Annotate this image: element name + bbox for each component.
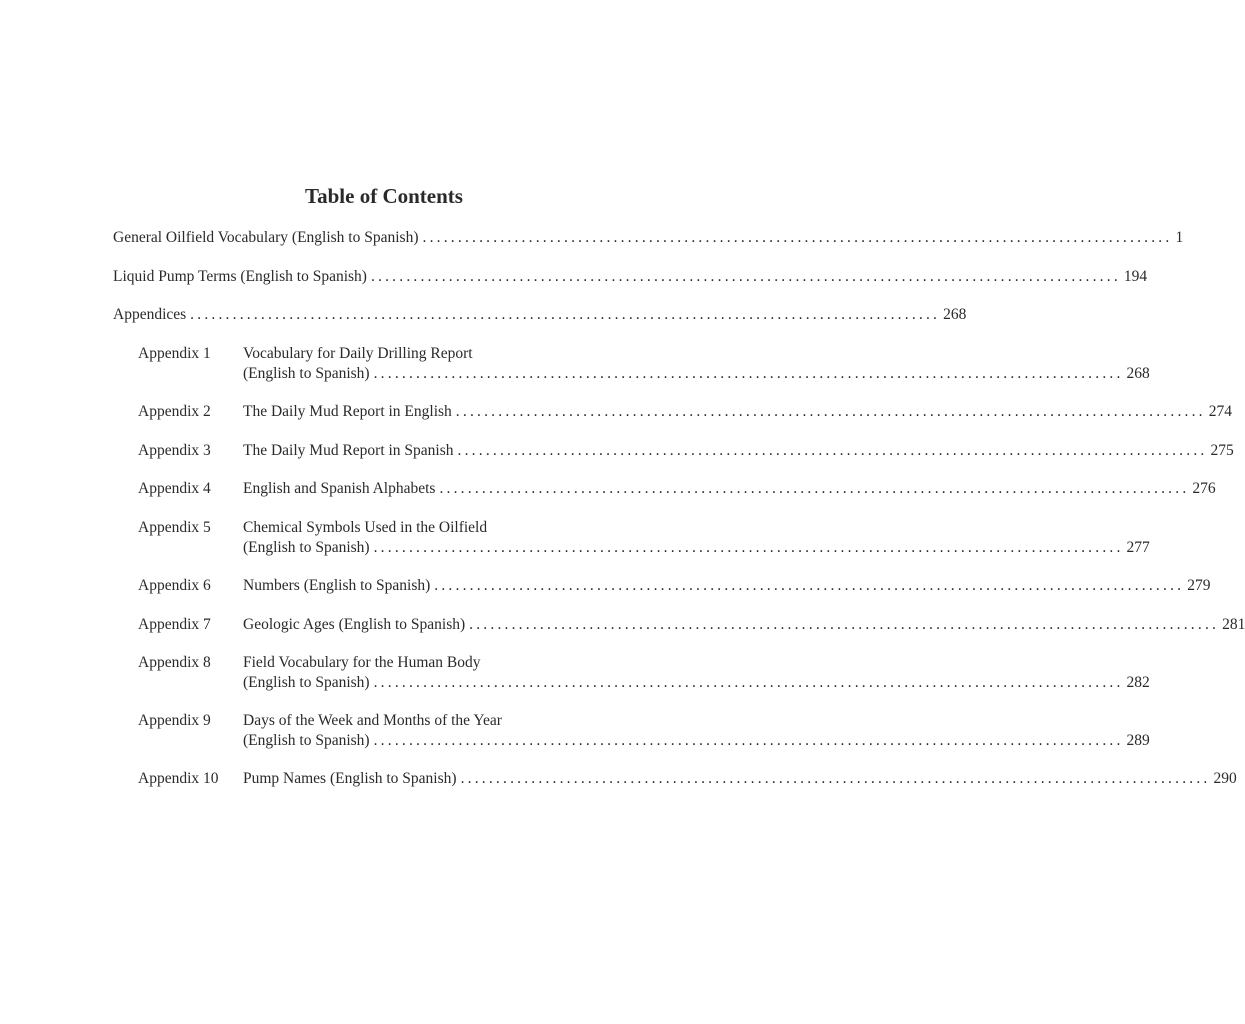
appendix-label: Appendix 2 bbox=[138, 403, 211, 420]
appendix-title: The Daily Mud Report in English bbox=[243, 403, 452, 420]
toc-entry-general-vocabulary[interactable] bbox=[113, 228, 1184, 248]
dot-leader: .......................................................................................................... bbox=[457, 442, 1208, 459]
toc-page-number: 289 bbox=[1126, 732, 1150, 749]
toc-entry-title: Liquid Pump Terms (English to Spanish) bbox=[113, 268, 367, 285]
toc-page-number: 290 bbox=[1213, 770, 1237, 787]
toc-appendix-9[interactable] bbox=[113, 711, 1150, 749]
dot-leader: .......................................................................................................... bbox=[434, 577, 1185, 594]
appendix-label: Appendix 1 bbox=[138, 345, 211, 362]
toc-page-number: 1 bbox=[1175, 229, 1184, 246]
appendix-title: English and Spanish Alphabets bbox=[243, 480, 436, 497]
toc-page-number: 277 bbox=[1126, 539, 1150, 556]
appendix-label: Appendix 6 bbox=[138, 577, 211, 594]
dot-leader: .......................................................................................................... bbox=[469, 616, 1220, 633]
toc-appendix-1[interactable] bbox=[113, 344, 1150, 382]
appendix-title-continued: (English to Spanish) bbox=[243, 732, 370, 749]
toc-appendix-7[interactable] bbox=[113, 615, 1245, 635]
toc-appendix-6[interactable] bbox=[113, 576, 1211, 596]
toc-page-number: 279 bbox=[1187, 577, 1211, 594]
dot-leader: .......................................................................................................... bbox=[422, 229, 1173, 246]
toc-page-number: 275 bbox=[1210, 442, 1234, 459]
appendix-title: Chemical Symbols Used in the Oilfield bbox=[243, 519, 488, 536]
appendix-title: Days of the Week and Months of the Year bbox=[243, 712, 502, 729]
page-title: Table of Contents bbox=[305, 184, 463, 208]
dot-leader: .......................................................................................................... bbox=[455, 403, 1206, 420]
toc-entry-title: General Oilfield Vocabulary (English to Spanish) bbox=[113, 229, 419, 246]
toc-entry-appendices[interactable] bbox=[113, 305, 967, 325]
toc-page-number: 268 bbox=[943, 306, 967, 323]
appendix-title-continued: (English to Spanish) bbox=[243, 674, 370, 691]
appendix-title: Geologic Ages (English to Spanish) bbox=[243, 616, 466, 633]
appendix-label: Appendix 5 bbox=[138, 519, 211, 536]
appendix-title: Pump Names (English to Spanish) bbox=[243, 770, 457, 787]
dot-leader: .......................................................................................................... bbox=[370, 268, 1121, 285]
appendix-label: Appendix 9 bbox=[138, 712, 211, 729]
toc-page-number: 282 bbox=[1126, 674, 1150, 691]
appendix-label: Appendix 8 bbox=[138, 654, 211, 671]
dot-leader: .......................................................................................................... bbox=[439, 480, 1190, 497]
dot-leader: .......................................................................................................... bbox=[373, 539, 1124, 556]
toc-appendix-2[interactable] bbox=[113, 402, 1232, 422]
toc-entry-liquid-pump-terms[interactable] bbox=[113, 267, 1148, 287]
appendix-title: Field Vocabulary for the Human Body bbox=[243, 654, 481, 671]
appendix-label: Appendix 7 bbox=[138, 616, 211, 633]
toc-page-number: 194 bbox=[1123, 268, 1148, 285]
appendix-label: Appendix 4 bbox=[138, 480, 211, 497]
toc-appendix-8[interactable] bbox=[113, 653, 1150, 691]
toc-page-number: 281 bbox=[1222, 616, 1245, 633]
toc-appendix-4[interactable] bbox=[113, 479, 1216, 499]
appendix-title-continued: (English to Spanish) bbox=[243, 365, 370, 382]
dot-leader: .......................................................................................................... bbox=[460, 770, 1211, 787]
appendix-title-continued: (English to Spanish) bbox=[243, 539, 370, 556]
toc-appendix-3[interactable] bbox=[113, 441, 1234, 461]
appendix-title: The Daily Mud Report in Spanish bbox=[243, 442, 454, 459]
dot-leader: .......................................................................................................... bbox=[373, 732, 1124, 749]
appendix-title: Vocabulary for Daily Drilling Report bbox=[243, 345, 473, 362]
toc-appendix-5[interactable] bbox=[113, 518, 1150, 556]
appendix-title: Numbers (English to Spanish) bbox=[243, 577, 431, 594]
dot-leader: .......................................................................................................... bbox=[373, 674, 1124, 691]
appendix-label: Appendix 10 bbox=[138, 770, 219, 787]
toc-appendix-10[interactable] bbox=[113, 769, 1237, 789]
dot-leader: .......................................................................................................... bbox=[190, 306, 941, 323]
toc-entry-title: Appendices bbox=[113, 306, 187, 323]
toc-page-number: 274 bbox=[1208, 403, 1232, 420]
toc-page-number: 268 bbox=[1126, 365, 1150, 382]
dot-leader: .......................................................................................................... bbox=[373, 365, 1124, 382]
toc-page-number: 276 bbox=[1192, 480, 1216, 497]
appendix-label: Appendix 3 bbox=[138, 442, 211, 459]
